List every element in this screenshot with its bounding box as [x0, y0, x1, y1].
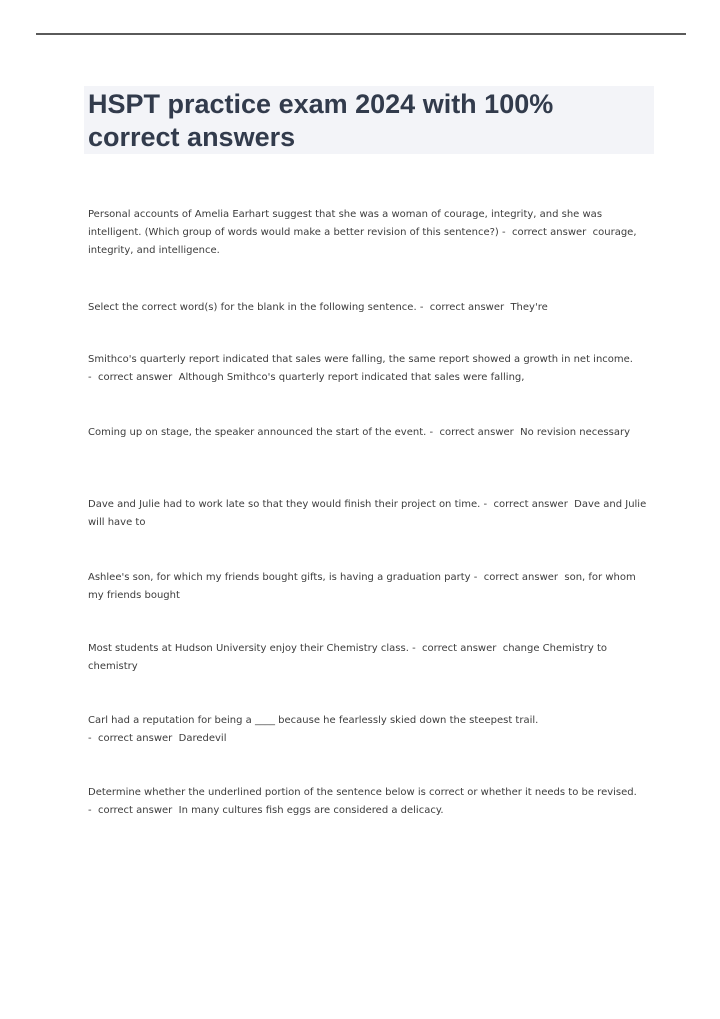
answer-text: courage, integrity, and intelligence. — [88, 227, 637, 256]
qa-item-7 — [88, 640, 648, 676]
question-text: Ashlee's son, for which my friends bought gifts, is having a graduation party — [88, 572, 471, 583]
answer-marker: - correct answer — [88, 372, 179, 383]
question-text: Smithco's quarterly report indicated that sales were falling, the same report showed a growth in net income. — [88, 354, 633, 365]
question-text: Personal accounts of Amelia Earhart suggest that she was a woman of courage, integrity, and she was intelligent. (Which group of words would make a better revision of this sentence?) — [88, 209, 603, 238]
qa-item-2 — [88, 299, 648, 317]
qa-item-3 — [88, 351, 648, 387]
question-text: Dave and Julie had to work late so that they would finish their project on time. — [88, 499, 481, 510]
qa-item-8 — [88, 712, 648, 748]
question-text: Carl had a reputation for being a ____ because he fearlessly skied down the steepest trail. — [88, 715, 539, 726]
answer-text: Dave and Julie will have to — [88, 499, 647, 528]
qa-item-6 — [88, 569, 648, 605]
question-text: Select the correct word(s) for the blank in the following sentence. — [88, 302, 417, 313]
document-title: HSPT practice exam 2024 with 100% correct answers — [88, 89, 554, 152]
answer-marker: - correct answer — [473, 572, 565, 583]
answer-marker: - correct answer — [88, 805, 179, 816]
qa-item-1 — [88, 206, 648, 260]
answer-marker: - correct answer — [429, 427, 521, 438]
answer-text: Daredevil — [178, 733, 227, 744]
answer-marker: - correct answer — [502, 227, 593, 238]
answer-marker: - correct answer — [483, 499, 575, 510]
qa-item-9 — [88, 784, 648, 820]
answer-text: change Chemistry to chemistry — [88, 643, 608, 672]
question-text: Coming up on stage, the speaker announced the start of the event. — [88, 427, 427, 438]
answer-text: They're — [510, 302, 548, 313]
question-text: Determine whether the underlined portion of the sentence below is correct or whether it needs to be revised. — [88, 787, 637, 798]
question-text: Most students at Hudson University enjoy their Chemistry class. — [88, 643, 409, 654]
answer-marker: - correct answer — [88, 733, 179, 744]
answer-text: In many cultures fish eggs are considered a delicacy. — [178, 805, 444, 816]
answer-text: No revision necessary — [520, 427, 630, 438]
answer-marker: - correct answer — [412, 643, 503, 654]
qa-item-4 — [88, 424, 648, 442]
answer-marker: - correct answer — [419, 302, 511, 313]
top-divider — [36, 33, 686, 35]
answer-text: son, for whom my friends bought — [88, 572, 636, 601]
answer-text: Although Smithco's quarterly report indicated that sales were falling, — [178, 372, 525, 383]
qa-item-5 — [88, 496, 648, 532]
